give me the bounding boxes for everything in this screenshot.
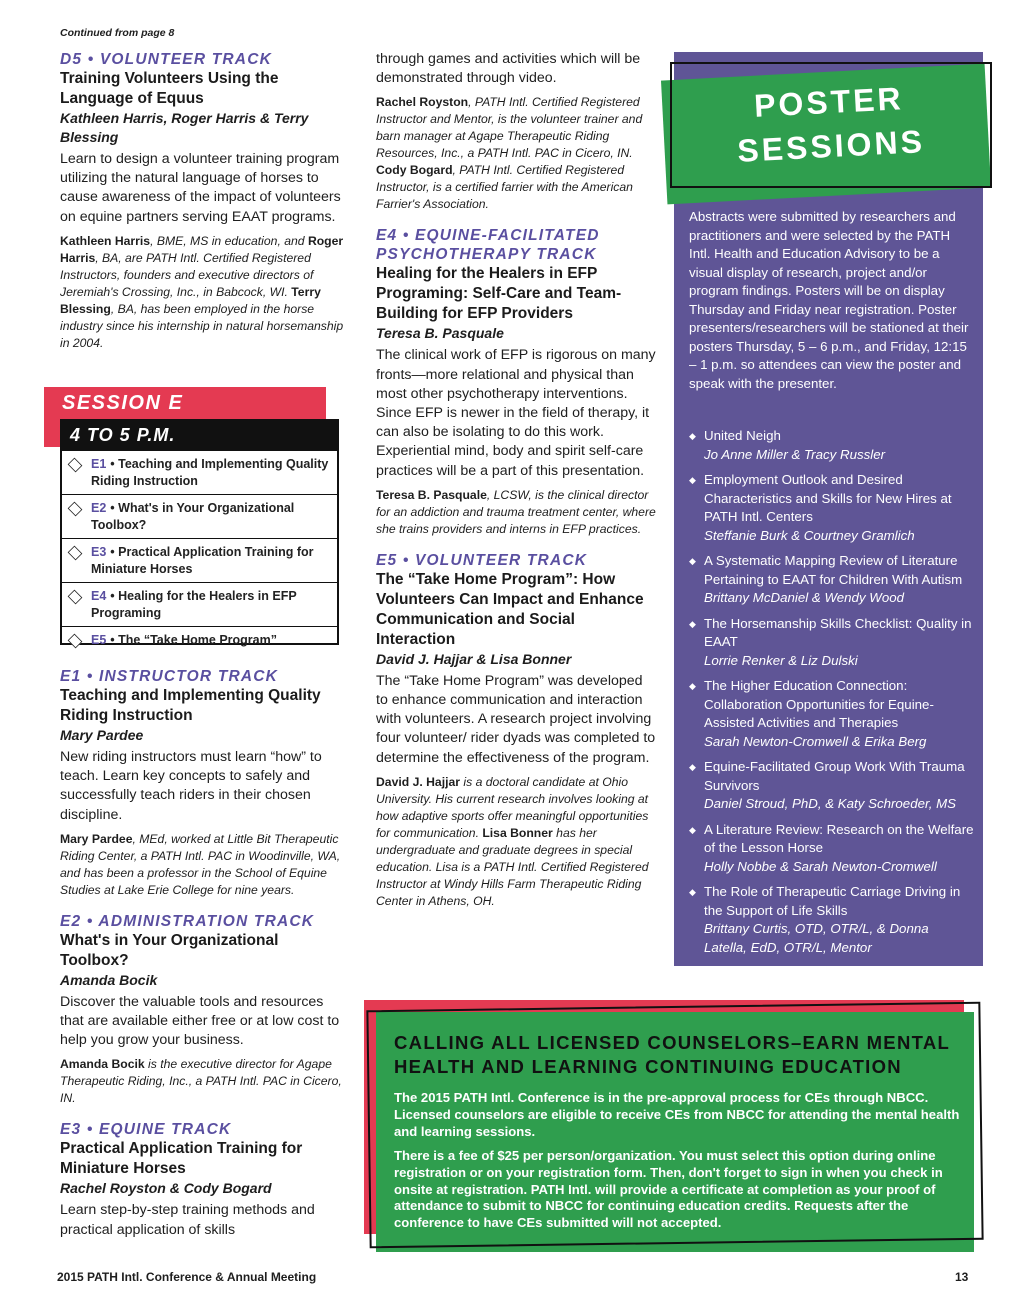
e3-title: Practical Application Training for Miniature Horses [60,1140,303,1178]
e2-authors: Amanda Bocik [60,971,158,988]
e5-authors: David J. Hajjar & Lisa Bonner [376,650,572,667]
continued-note: Continued from page 8 [60,27,175,39]
session-item-e3[interactable]: E3 • Practical Application Training for Miniature Horses [62,539,337,583]
e3-description-continued: through games and activities which will be demonstrated through video. [376,51,641,87]
column-left-top [60,50,350,352]
counselors-paragraph-1: The 2015 PATH Intl. Conference is in the pre-approval process for CEs through NBCC. Licensed counselors are eligible to receive CEs from NBCC for attending the mental health and learning sessions. [394,1090,960,1139]
list-item: ◆ The Horsemanship Skills Checklist: Quality in EAAT Lorrie Renker & Liz Dulski [689,615,974,671]
e2-title: What's in Your Organizational Toolbox? [60,931,279,969]
e5-description: The “Take Home Program” was developed to enhance communication and interaction with volunteers. A research project involving four volunteer/ rider dyads was completed to determine the effectiveness of the program. [376,672,656,766]
e5-title: The “Take Home Program”: How Volunteers Can Impact and Enhance Communication and Social Interaction [376,570,644,648]
list-item: ◆ United Neigh Jo Anne Miller & Tracy Russler [689,427,974,464]
diamond-bullet-icon: ◆ [689,762,696,772]
diamond-bullet-icon [68,546,83,561]
d5-bio: Kathleen Harris, BME, MS in education, and Roger Harris, BA, are PATH Intl. Certified Registered Instructors, founders and executive directors of Jeremiah's Crossing, Inc., in Babcock, WI. Terry Blessing, BA, has been employed in the horse industry since his internship in natural horsemanship in 2004. [60,233,344,350]
e1-authors: Mary Pardee [60,727,144,743]
e5-bio: David J. Hajjar is a doctoral candidate at Ohio University. His current research involves looking at how adaptive sports offer meaningful opportunities for communication. Lisa Bonner has her undergraduate and graduate degrees in special education. Lisa is a PATH Intl. Certified Registered Instructor at Windy Hills Farm Therapeutic Riding Center in Athens, OH. [376,774,649,908]
session-e-time: 4 TO 5 P.M. [62,421,337,451]
diamond-bullet-icon: ◆ [689,475,696,485]
diamond-bullet-icon: ◆ [689,556,696,566]
poster-sessions-title: POSTER SESSIONS [736,80,926,169]
session-item-e4[interactable]: E4 • Healing for the Healers in EFP Programing [62,583,337,627]
e2-bio: Amanda Bocik is the executive director for Agape Therapeutic Riding, Inc., a PATH Intl. PAC in Cicero, IN. [60,1057,342,1106]
list-item: ◆ A Literature Review: Research on the Welfare of the Lesson Horse Holly Nobbe & Sarah Newton-Cromwell [689,821,974,877]
list-item: ◆ Employment Outlook and Desired Characteristics and Skills for New Hires at PATH Intl. Centers Steffanie Burk & Courtney Gramlich [689,471,974,545]
e1-bio: Mary Pardee, MEd, worked at Little Bit Therapeutic Riding Center, a PATH Intl. PAC in Woodinville, WA, and has been a professor in the School of Equine Studies at Lake Erie College for nine years. [60,831,341,897]
diamond-bullet-icon [68,502,83,517]
e4-title: Healing for the Healers in EFP Programing: Self-Care and Team-Building for EFP Providers [376,265,622,323]
session-item-e2[interactable]: E2 • What's in Your Organizational Toolbox? [62,495,337,539]
poster-intro-text: Abstracts were submitted by researchers and practitioners and were selected by the PATH Intl. Health and Education Advisory to be a visual display of research, project and/or program findings. Posters will be on display Thursday and Friday near registration. Poster presenters/researchers will be stationed at their posters Thursday, 5 – 6 p.m., and Friday, 12:15 – 1 p.m. so attendees can view the poster and speak with the presenter. [689,209,969,391]
e3-authors: Rachel Royston & Cody Bogard [60,1180,272,1197]
column-left-bottom [60,667,350,1240]
session-item-e5[interactable]: E5 • The “Take Home Program” [62,627,337,653]
diamond-bullet-icon: ◆ [689,887,696,897]
e1-track-heading: E1 • INSTRUCTOR TRACK [60,668,279,685]
column-middle [376,50,658,910]
diamond-bullet-icon: ◆ [689,681,696,691]
e3-track-heading: E3 • EQUINE TRACK [60,1121,232,1139]
session-e-title: SESSION E [62,392,184,414]
session-e-schedule-box [60,419,339,645]
session-item-e1[interactable]: E1 • Teaching and Implementing Quality Riding Instruction [62,451,337,495]
e1-description: New riding instructors must learn “how” to teach. Learn key concepts to safely and successfully teach riders in their chosen discipline. [60,749,322,823]
d5-title: Training Volunteers Using the Language of Equus [60,70,279,107]
list-item: ◆ A Systematic Mapping Review of Literature Pertaining to EAAT for Children With Autism Brittany McDaniel & Wendy Wood [689,552,974,608]
e2-track-heading: E2 • ADMINISTRATION TRACK [60,912,315,930]
diamond-bullet-icon [68,458,83,473]
footer-publication: 2015 PATH Intl. Conference & Annual Meeting [57,1270,317,1284]
diamond-bullet-icon: ◆ [689,431,696,441]
e4-track-heading: E4 • EQUINE-FACILITATED PSYCHOTHERAPY TRACK [376,227,600,264]
counselors-heading: CALLING ALL LICENSED COUNSELORS–EARN MENTAL HEALTH AND LEARNING CONTINUING EDUCATION [394,1032,950,1077]
diamond-bullet-icon [68,634,83,649]
list-item: ◆ The Higher Education Connection: Collaboration Opportunities for Equine-Assisted Activities and Therapies Sarah Newton-Cromwell & Erika Berg [689,677,974,751]
d5-authors: Kathleen Harris, Roger Harris & Terry Blessing [60,110,309,145]
poster-list [689,427,974,964]
diamond-bullet-icon: ◆ [689,618,696,629]
e3-description: Learn step-by-step training methods and practical application of skills [60,1202,315,1238]
counselors-paragraph-2: There is a fee of $25 per person/organization. You must select this option during online registration or on your registration form. Then, don't forget to sign in when you check in onsite at registration. PATH Intl. will provide a certificate at completion as your proof of attendance to submit to NBCC for continuing education credits. Requests after the conference to have CEs submitted will not accepted. [394,1148,943,1231]
page-number: 13 [955,1270,969,1284]
list-item: ◆ The Role of Therapeutic Carriage Driving in the Support of Life Skills Brittany Curtis, OTD, OTR/L, & Donna Latella, EdD, OTR/L, Mentor [689,883,974,957]
list-item: ◆ Equine-Facilitated Group Work With Trauma Survivors Daniel Stroud, PhD, & Katy Schroeder, MS [689,758,974,814]
d5-track-heading: D5 • VOLUNTEER TRACK [60,51,272,68]
e1-title: Teaching and Implementing Quality Riding Instruction [60,687,321,724]
e5-track-heading: E5 • VOLUNTEER TRACK [376,551,588,569]
diamond-bullet-icon: ◆ [689,824,696,835]
d5-description: Learn to design a volunteer training program utilizing the natural language of horses to cause awareness of the impact of volunteers on equine partners serving EAAT programs. [60,151,341,225]
e3-bio: Rachel Royston, PATH Intl. Certified Registered Instructor and Mentor, is the volunteer trainer and barn manager at Agape Therapeutic Riding Resources, Inc., a PATH Intl. PAC in Cicero, IN. Cody Bogard, PATH Intl. Certified Registered Instructor, is a certified farrier with the American Farrier's Association. [376,95,643,212]
diamond-bullet-icon [68,590,83,605]
e4-bio: Teresa B. Pasquale, LCSW, is the clinical director for an addiction and trauma treatment center, where she trains providers and interns in EFP practices. [376,487,656,536]
e4-authors: Teresa B. Pasquale [376,325,504,342]
e2-description: Discover the valuable tools and resources that are available either free or at low cost to help you grow your business. [60,993,340,1049]
e4-description: The clinical work of EFP is rigorous on many fronts—more relational and physical than most other psychotherapy interventions. Since EFP is newer in the field of therapy, it can also be isolating to do this work. Experiential mind, body and spirit self-care practices will be a part of this presentation. [376,347,656,479]
